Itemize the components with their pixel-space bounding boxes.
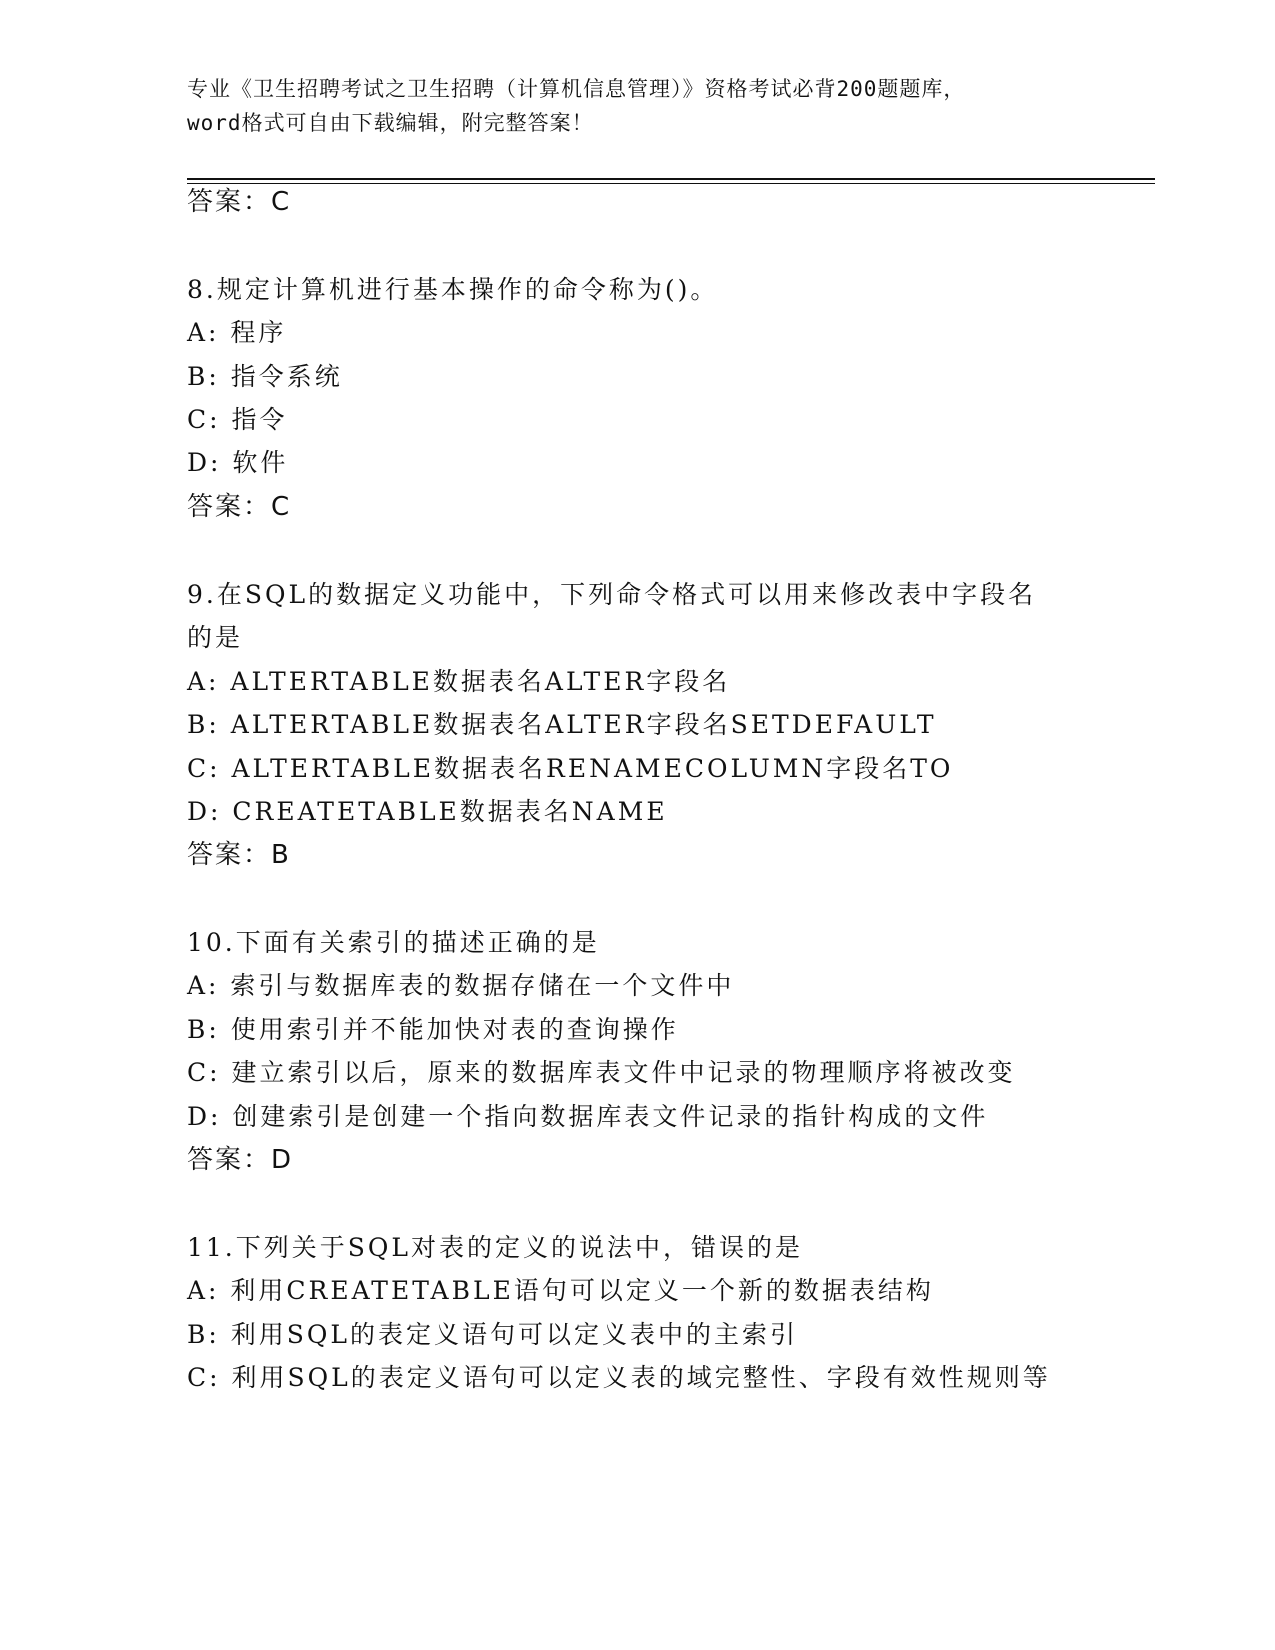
question-10-option-d: D: 创建索引是创建一个指向数据库表文件记录的指针构成的文件 <box>187 1102 989 1131</box>
question-8-option-d: D: 软件 <box>187 448 289 477</box>
question-9-stem-line1: 9.在SQL的数据定义功能中，下列命令格式可以用来修改表中字段名 <box>187 580 1037 609</box>
question-10-stem: 10.下面有关索引的描述正确的是 <box>187 928 600 957</box>
question-9-option-c: C: ALTERTABLE数据表名RENAMECOLUMN字段名TO <box>187 754 954 783</box>
header-divider-thick <box>187 178 1155 180</box>
question-8-option-a: A: 程序 <box>187 318 287 347</box>
question-9-option-d: D: CREATETABLE数据表名NAME <box>187 797 668 826</box>
document-header <box>187 72 1087 140</box>
question-11-option-b: B: 利用SQL的表定义语句可以定义表中的主索引 <box>187 1320 798 1349</box>
question-10-option-b: B: 使用索引并不能加快对表的查询操作 <box>187 1015 679 1044</box>
question-10-option-c: C: 建立索引以后，原来的数据库表文件中记录的物理顺序将被改变 <box>187 1058 1016 1087</box>
answer-q7: 答案：C <box>187 187 292 217</box>
question-8-stem: 8.规定计算机进行基本操作的命令称为()。 <box>187 275 719 304</box>
header-subtitle-line: word格式可自由下载编辑，附完整答案！ <box>187 111 594 135</box>
question-9-option-a: A: ALTERTABLE数据表名ALTER字段名 <box>187 667 731 696</box>
answer-q8: 答案：C <box>187 492 292 522</box>
answer-q10: 答案：D <box>187 1145 294 1175</box>
question-11-option-c: C: 利用SQL的表定义语句可以定义表的域完整性、字段有效性规则等 <box>187 1363 1051 1392</box>
question-8-option-c: C: 指令 <box>187 405 288 434</box>
answer-q9: 答案：B <box>187 840 291 870</box>
question-9-stem-line2: 的是 <box>187 623 244 652</box>
question-11-stem: 11.下列关于SQL对表的定义的说法中，错误的是 <box>187 1233 803 1262</box>
question-8-option-b: B: 指令系统 <box>187 362 343 391</box>
question-11-option-a: A: 利用CREATETABLE语句可以定义一个新的数据表结构 <box>187 1276 934 1305</box>
question-9-option-b: B: ALTERTABLE数据表名ALTER字段名SETDEFAULT <box>187 710 937 739</box>
header-divider-thin <box>187 183 1155 184</box>
question-10-option-a: A: 索引与数据库表的数据存储在一个文件中 <box>187 971 735 1000</box>
header-title-line: 专业《卫生招聘考试之卫生招聘（计算机信息管理）》资格考试必背200题题库， <box>187 77 966 101</box>
